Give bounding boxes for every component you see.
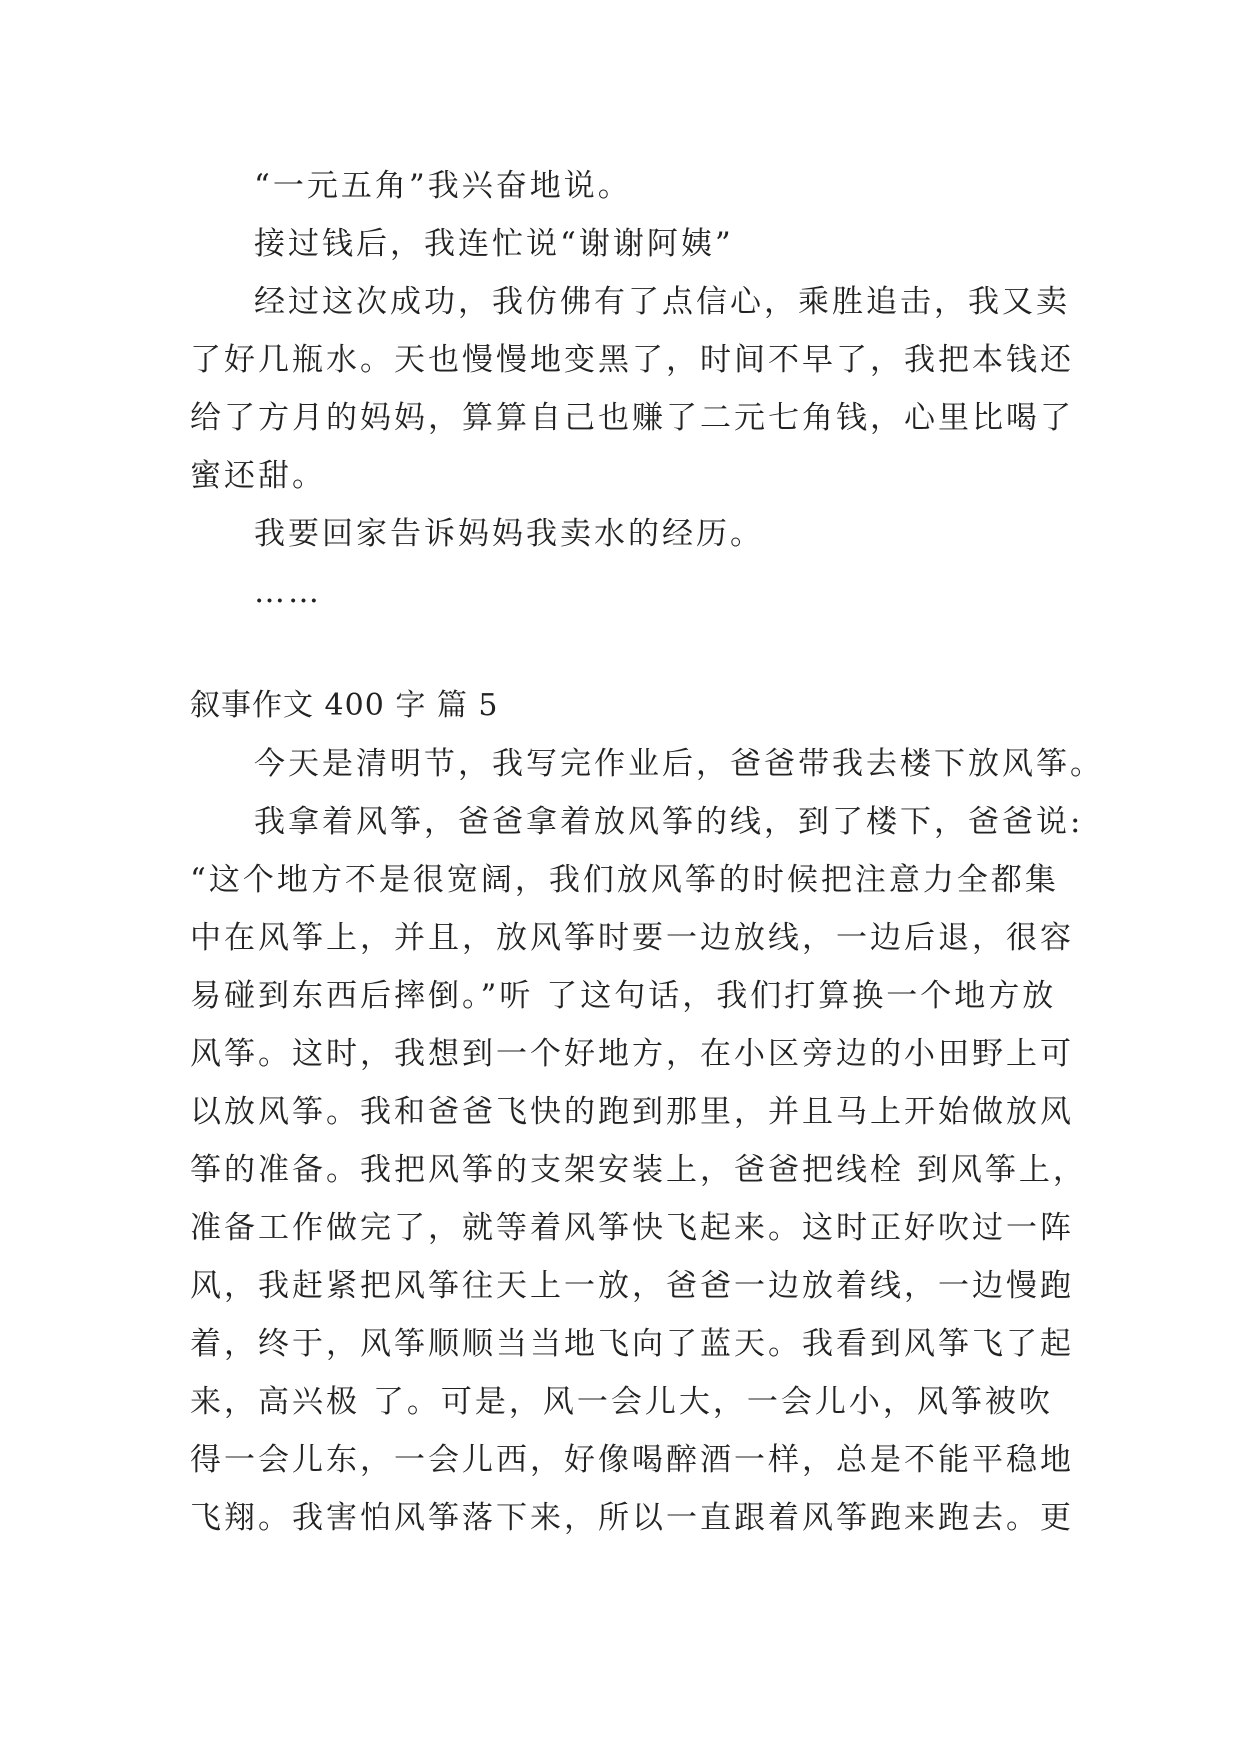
- paragraph-kite-line-3: 中在风筝上，并且，放风筝时要一边放线，一边后退，很容: [190, 920, 1074, 956]
- paragraph-kite-line-5: 风筝。这时，我想到一个好地方，在小区旁边的小田野上可: [190, 1036, 1074, 1072]
- paragraph-success-line-1: 经过这次成功，我仿佛有了点信心，乘胜追击，我又卖: [254, 284, 1070, 320]
- paragraph-kite-line-11: 来，高兴极 了。可是，风一会儿大，一会儿小，风筝被吹: [190, 1384, 1053, 1420]
- paragraph-kite-line-9: 风，我赶紧把风筝往天上一放，爸爸一边放着线，一边慢跑: [190, 1268, 1074, 1304]
- paragraph-kite-line-8: 准备工作做完了，就等着风筝快飞起来。这时正好吹过一阵: [190, 1210, 1074, 1246]
- section-title: 叙事作文 400 字 篇 5: [190, 688, 499, 723]
- paragraph-kite-line-12: 得一会儿东，一会儿西，好像喝醉酒一样，总是不能平稳地: [190, 1442, 1074, 1478]
- paragraph-thanks: 接过钱后，我连忙说“谢谢阿姨”: [254, 226, 734, 262]
- paragraph-kite-line-2: “这个地方不是很宽阔，我们放风筝的时候把注意力全都集: [190, 862, 1059, 898]
- paragraph-kite-line-7: 筝的准备。我把风筝的支架安装上，爸爸把线栓 到风筝上，: [190, 1152, 1087, 1188]
- paragraph-kite-line-10: 着，终于，风筝顺顺当当地飞向了蓝天。我看到风筝飞了起: [190, 1326, 1074, 1362]
- paragraph-price-quote: “一元五角”我兴奋地说。: [254, 168, 632, 204]
- paragraph-kite-line-6: 以放风筝。我和爸爸飞快的跑到那里，并且马上开始做放风: [190, 1094, 1074, 1130]
- paragraph-kite-line-13: 飞翔。我害怕风筝落下来，所以一直跟着风筝跑来跑去。更: [190, 1500, 1074, 1536]
- paragraph-kite-line-1: 我拿着风筝，爸爸拿着放风筝的线，到了楼下，爸爸说:: [254, 804, 1084, 840]
- paragraph-success-line-2: 了好几瓶水。天也慢慢地变黑了，时间不早了，我把本钱还: [190, 342, 1074, 378]
- ellipsis-line: ……: [254, 574, 322, 610]
- paragraph-go-home: 我要回家告诉妈妈我卖水的经历。: [254, 516, 764, 552]
- paragraph-qingming: 今天是清明节，我写完作业后，爸爸带我去楼下放风筝。: [254, 746, 1104, 782]
- paragraph-success-line-4: 蜜还甜。: [190, 458, 326, 494]
- paragraph-success-line-3: 给了方月的妈妈，算算自己也赚了二元七角钱，心里比喝了: [190, 400, 1074, 436]
- paragraph-kite-line-4: 易碰到东西后摔倒。”听 了这句话，我们打算换一个地方放: [190, 978, 1057, 1014]
